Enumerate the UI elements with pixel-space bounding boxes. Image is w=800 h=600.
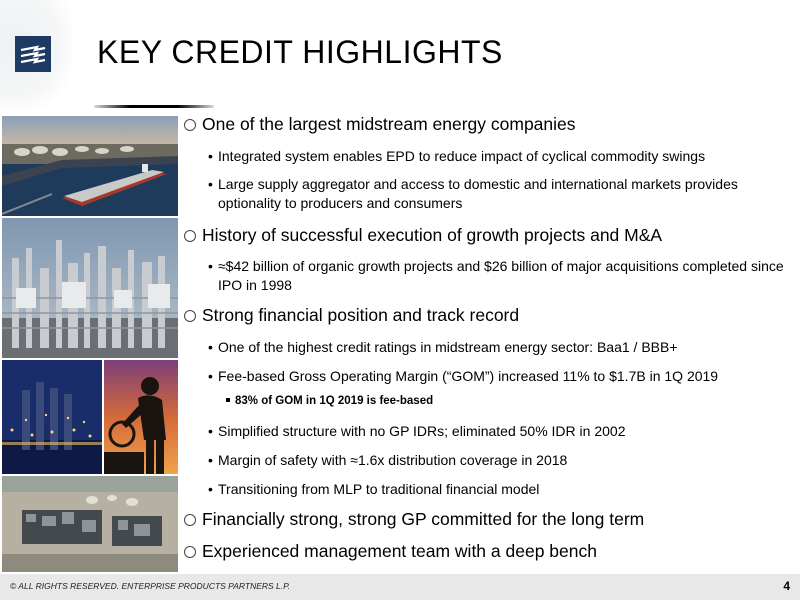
title-underline <box>94 105 214 108</box>
highlight-bullet <box>208 257 798 295</box>
highlight-bullet <box>208 422 798 441</box>
bullet-dot-icon: • <box>208 339 213 355</box>
enterprise-logo-icon <box>15 36 51 72</box>
copyright-text: © ALL RIGHTS RESERVED. ENTERPRISE PRODUCTS PARTNERS L.P. <box>10 581 291 591</box>
bullet-dot-icon: • <box>208 258 213 274</box>
highlight-sub-bullet-text: 83% of GOM in 1Q 2019 is fee-based <box>235 395 434 407</box>
highlight-heading-4 <box>182 509 644 530</box>
highlight-bullet-text: ≈$42 billion of organic growth projects and $26 billion of major acquisitions completed since IPO in 1998 <box>218 258 784 293</box>
highlight-heading-2 <box>182 225 662 246</box>
circle-bullet-icon <box>184 310 196 322</box>
highlight-bullet <box>208 175 798 213</box>
highlight-bullet-text: Fee-based Gross Operating Margin (“GOM”) increased 11% to $1.7B in 1Q 2019 <box>218 368 719 384</box>
bullet-dot-icon: • <box>208 452 213 468</box>
photo-night-plant <box>2 360 102 474</box>
highlight-heading-text: History of successful execution of growth projects and M&A <box>202 225 663 245</box>
square-bullet-icon <box>226 398 230 402</box>
bullet-dot-icon: • <box>208 481 213 497</box>
circle-bullet-icon <box>184 546 196 558</box>
footer-bar <box>0 574 800 600</box>
photo-aerial-site <box>2 476 178 572</box>
circle-bullet-icon <box>184 119 196 131</box>
highlight-bullet-text: Margin of safety with ≈1.6x distribution coverage in 2018 <box>218 452 568 468</box>
photo-column <box>0 116 178 572</box>
page-title: KEY CREDIT HIGHLIGHTS <box>97 34 503 70</box>
highlight-heading-text: Strong financial position and track record <box>202 305 520 325</box>
highlight-bullet-text: Simplified structure with no GP IDRs; eliminated 50% IDR in 2002 <box>218 423 626 439</box>
highlight-bullet-text: Integrated system enables EPD to reduce impact of cyclical commodity swings <box>218 148 706 164</box>
highlight-heading-5 <box>182 541 597 562</box>
logo-backdrop <box>0 0 72 110</box>
highlight-heading-1 <box>182 114 576 135</box>
highlight-bullet <box>208 338 798 357</box>
highlight-sub-bullet <box>226 395 433 407</box>
highlight-bullet-text: Large supply aggregator and access to domestic and international markets provides optionality to producers and consumers <box>218 176 738 211</box>
highlight-bullet <box>208 451 798 470</box>
highlight-bullet <box>208 367 798 386</box>
bullet-dot-icon: • <box>208 176 213 192</box>
photo-ship-terminal <box>2 116 178 216</box>
highlight-bullet <box>208 480 798 499</box>
highlight-heading-text: Experienced management team with a deep bench <box>202 541 597 561</box>
highlight-bullet-text: One of the highest credit ratings in midstream energy sector: Baa1 / BBB+ <box>218 339 678 355</box>
circle-bullet-icon <box>184 514 196 526</box>
circle-bullet-icon <box>184 230 196 242</box>
page-number: 4 <box>783 579 790 593</box>
photo-refinery <box>2 218 178 358</box>
highlight-bullet-text: Transitioning from MLP to traditional financial model <box>218 481 540 497</box>
bullet-dot-icon: • <box>208 423 213 439</box>
highlight-heading-3 <box>182 305 519 326</box>
highlight-heading-text: Financially strong, strong GP committed for the long term <box>202 509 645 529</box>
highlight-heading-text: One of the largest midstream energy companies <box>202 114 576 134</box>
bullet-dot-icon: • <box>208 148 213 164</box>
bullet-dot-icon: • <box>208 368 213 384</box>
photo-worker <box>104 360 178 474</box>
highlight-bullet <box>208 147 798 166</box>
